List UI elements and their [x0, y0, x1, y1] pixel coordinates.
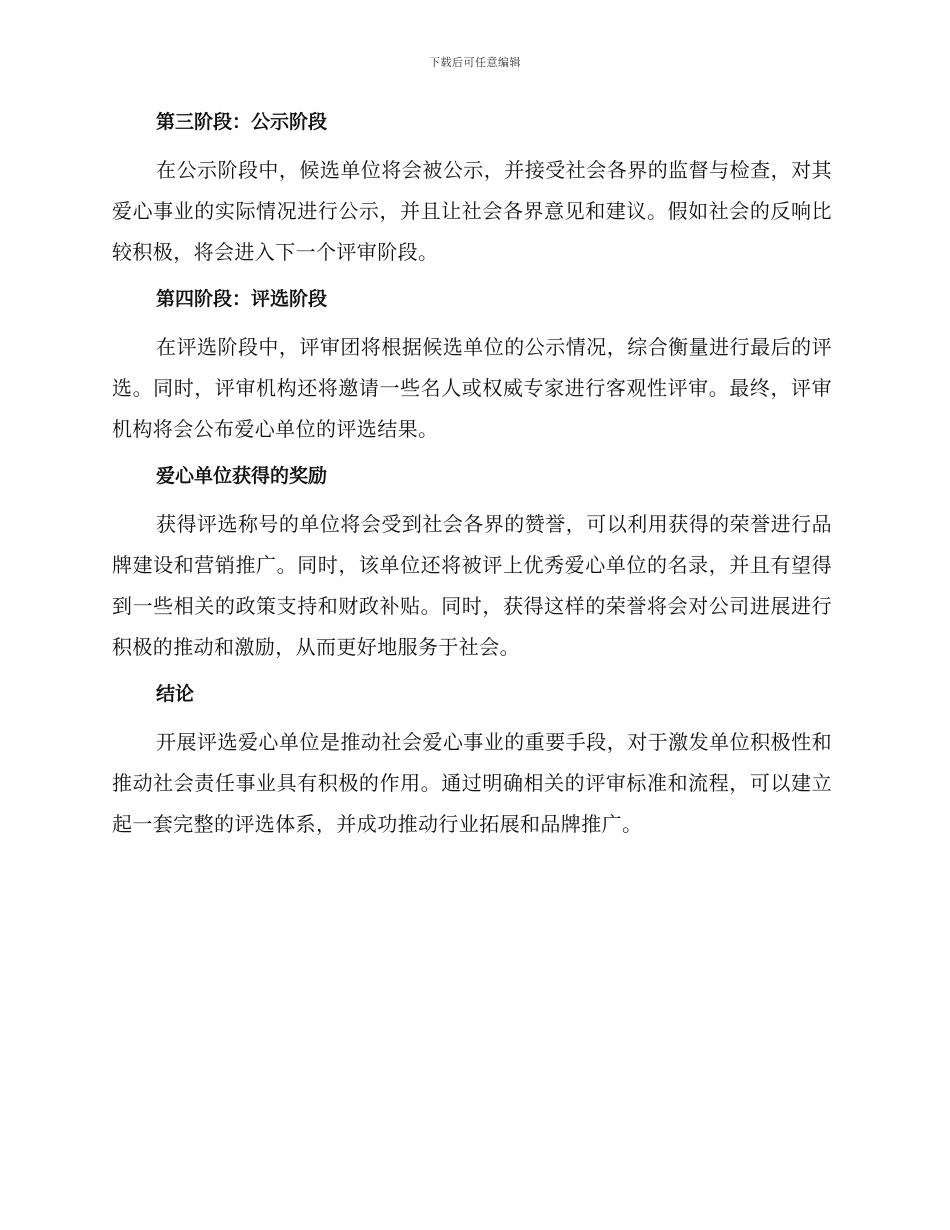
section-rewards: [112, 462, 832, 668]
section-stage-four: [112, 285, 832, 450]
section-heading: 结论: [156, 683, 195, 705]
page-header: 下载后可任意编辑: [429, 56, 521, 69]
section-heading: 第三阶段：公示阶段: [156, 111, 328, 133]
document-body: [112, 108, 832, 857]
section-conclusion: [112, 680, 832, 845]
section-heading: 第四阶段：评选阶段: [156, 288, 328, 310]
section-paragraph: 在公示阶段中，候选单位将会被公示，并接受社会各界的监督与检查，对其爱心事业的实际情况进行公示，并且让社会各界意见和建议。假如社会的反响比较积极，将会进入下一个评审阶段。: [112, 158, 832, 264]
section-paragraph: 开展评选爱心单位是推动社会爱心事业的重要手段，对于激发单位积极性和推动社会责任事业具有积极的作用。通过明确相关的评审标准和流程，可以建立起一套完整的评选体系，并成功推动行业拓展和品牌推广。: [112, 730, 832, 836]
section-paragraph: 在评选阶段中，评审团将根据候选单位的公示情况，综合衡量进行最后的评选。同时，评审机构还将邀请一些名人或权威专家进行客观性评审。最终，评审机构将会公布爱心单位的评选结果。: [112, 335, 832, 441]
section-paragraph: 获得评选称号的单位将会受到社会各界的赞誉，可以利用获得的荣誉进行品牌建设和营销推广。同时，该单位还将被评上优秀爱心单位的名录，并且有望得到一些相关的政策支持和财政补贴。同时，获得这样的荣誉将会对公司进展进行积极的推动和激励，从而更好地服务于社会。: [112, 512, 832, 659]
section-stage-three: [112, 108, 832, 273]
section-heading: 爱心单位获得的奖励: [156, 465, 328, 487]
